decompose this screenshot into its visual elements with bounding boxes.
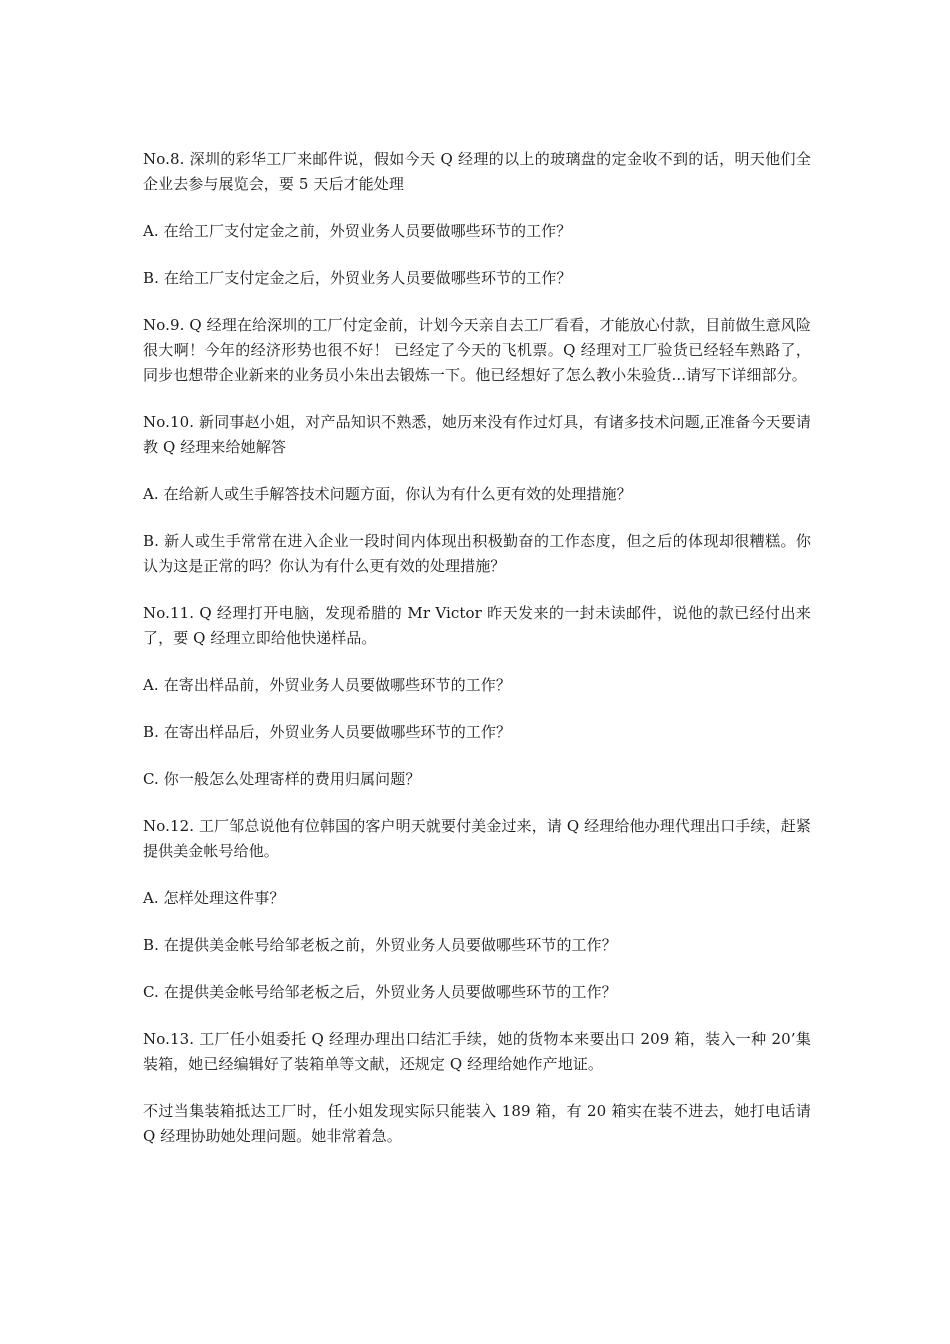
paragraph-no11-a: A. 在寄出样品前，外贸业务人员要做哪些环节的工作？ — [143, 676, 511, 694]
paragraph-no12: No.12. 工厂邹总说他有位韩国的客户明天就要付美金过来，请 Q 经理给他办理代理出口手续，赶紧提供美金帐号给他。 — [143, 817, 811, 860]
paragraph-no8-b: B. 在给工厂支付定金之后，外贸业务人员要做哪些环节的工作？ — [143, 269, 572, 287]
paragraph-no9: No.9. Q 经理在给深圳的工厂付定金前，计划今天亲自去工厂看看，才能放心付款，目前做生意风险很大啊！今年的经济形势也很不好！ 已经定了今天的飞机票。Q 经理对工厂验货已经轻车熟路了，同步也想带企业新来的业务员小朱出去锻炼一下。他已经想好了怎么教小朱验货...请写下详细部分。 — [143, 316, 811, 384]
paragraph-no11-c: C. 你一般怎么处理寄样的费用归属问题？ — [143, 770, 421, 788]
document-body — [143, 147, 811, 1171]
paragraph-no8-a: A. 在给工厂支付定金之前，外贸业务人员要做哪些环节的工作？ — [143, 222, 572, 240]
paragraph-no10-b: B. 新人或生手常常在进入企业一段时间内体现出积极勤奋的工作态度，但之后的体现却很糟糕。你认为这是正常的吗？你认为有什么更有效的处理措施？ — [143, 532, 811, 575]
paragraph-no13: No.13. 工厂任小姐委托 Q 经理办理出口结汇手续，她的货物本来要出口 209 箱，装入一种 20’集装箱，她已经编辑好了装箱单等文献，还规定 Q 经理给她作产地证。 — [143, 1030, 811, 1073]
paragraph-no8: No.8. 深圳的彩华工厂来邮件说，假如今天 Q 经理的以上的玻璃盘的定金收不到的话，明天他们全企业去参与展览会，要 5 天后才能处理 — [143, 150, 811, 193]
paragraph-no11-b: B. 在寄出样品后，外贸业务人员要做哪些环节的工作？ — [143, 723, 512, 741]
paragraph-no10: No.10. 新同事赵小姐，对产品知识不熟悉，她历来没有作过灯具，有诸多技术问题,正准备今天要请教 Q 经理来给她解答 — [143, 413, 811, 456]
paragraph-no12-c: C. 在提供美金帐号给邹老板之后，外贸业务人员要做哪些环节的工作？ — [143, 983, 617, 1001]
paragraph-no11: No.11. Q 经理打开电脑，发现希腊的 Mr Victor 昨天发来的一封未读邮件，说他的款已经付出来了，要 Q 经理立即给他快递样品。 — [143, 604, 811, 647]
paragraph-no13-continued: 不过当集装箱抵达工厂时，任小姐发现实际只能装入 189 箱，有 20 箱实在装不进去，她打电话请 Q 经理协助她处理问题。她非常着急。 — [143, 1102, 811, 1145]
paragraph-no12-b: B. 在提供美金帐号给邹老板之前，外贸业务人员要做哪些环节的工作？ — [143, 936, 617, 954]
paragraph-no12-a: A. 怎样处理这件事？ — [143, 889, 285, 907]
paragraph-no10-a: A. 在给新人或生手解答技术问题方面，你认为有什么更有效的处理措施？ — [143, 485, 632, 503]
